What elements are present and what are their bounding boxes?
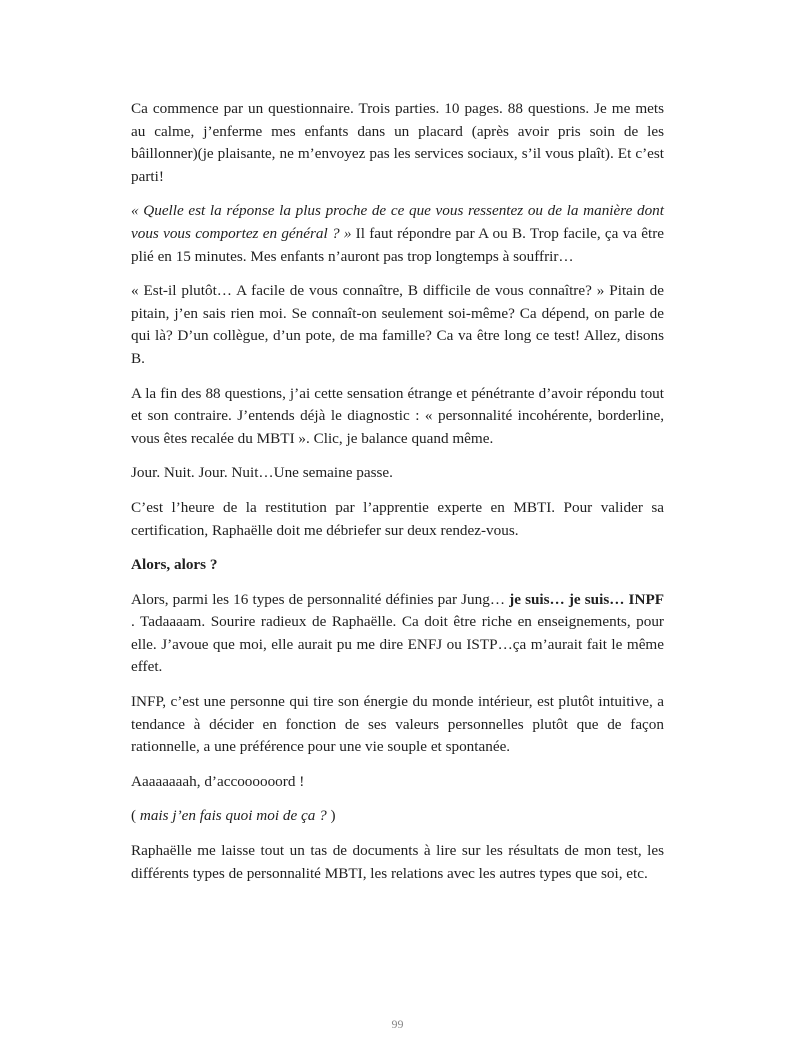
aside-open: ( — [131, 807, 140, 825]
paragraph-est-il-plutot: « Est-il plutôt… A facile de vous connaître, B difficile de vous connaître? » Pitain de pitain, j’en sais rien moi. Se connaît-on seulement soi-même? Ca dépend, on parle de qui là? D’un collègue, d’un pote, de ma famille? Ca va être long ce test! Allez, disons B. — [131, 282, 664, 367]
page-number: 99 — [391, 1017, 404, 1031]
result-reaction: . Tadaaaam. Sourire radieux de Raphaëlle. Ca doit être riche en enseignements, pour elle. J’avoue que moi, elle aurait pu me dire ENFJ ou ISTP…ça m’aurait fait le même effet. — [131, 613, 664, 676]
result-type: je suis… je suis… INPF — [509, 590, 664, 608]
paragraph-infp-description: INFP, c’est une personne qui tire son énergie du monde intérieur, est plutôt intuitive, a tendance à décider en fonction de ses valeurs personnelles plutôt que de façon rationnelle, a une préférence pour une vie souple et spontanée. — [131, 693, 664, 756]
paragraph-result — [131, 589, 664, 679]
question-quote: « Quelle est la réponse la plus proche de ce que vous ressentez ou de la manière dont vous vous comportez en général ? » — [131, 202, 664, 242]
paragraph-aside — [131, 805, 664, 828]
quote-followup: Il faut répondre par A ou B. Trop facile, ça va être plié en 15 minutes. Mes enfants n’auront pas trop longtemps à souffrir… — [131, 224, 664, 265]
paragraph-semaine: Jour. Nuit. Jour. Nuit…Une semaine passe. — [131, 464, 393, 482]
paragraph-restitution: C’est l’heure de la restitution par l’apprentie experte en MBTI. Pour valider sa certification, Raphaëlle doit me débriefer sur deux rendez-vous. — [131, 498, 664, 539]
aside-text: mais j’en fais quoi moi de ça ? — [139, 807, 327, 825]
paragraph-documents: Raphaëlle me laisse tout un tas de documents à lire sur les résultats de mon test, les différents types de personnalité MBTI, les relations avec les autres types que soi, etc. — [131, 842, 664, 882]
aside-close: ) — [326, 807, 336, 825]
paragraph-question-quote — [131, 200, 664, 268]
section-heading: Alors, alors ? — [131, 556, 218, 574]
paragraph-questionnaire: Ca commence par un questionnaire. Trois parties. 10 pages. 88 questions. Je me mets au calme, j’enferme mes enfants dans un placard (après avoir pris soin de les bâillonner)(je plaisante, ne m’envoyez pas les services sociaux, s’il vous plaît). Et c’est parti! — [131, 100, 664, 185]
paragraph-fin-questions: A la fin des 88 questions, j’ai cette sensation étrange et pénétrante d’avoir répondu tout et son contraire. J’entends déjà le diagnostic : « personnalité incohérente, borderline, vous êtes recalée du MBTI ». Clic, je balance quand même. — [131, 384, 664, 447]
result-intro: Alors, parmi les 16 types de personnalité définies par Jung… — [131, 590, 510, 608]
page-body — [131, 98, 664, 897]
paragraph-daccord: Aaaaaaaah, d’accoooooord ! — [131, 772, 305, 790]
